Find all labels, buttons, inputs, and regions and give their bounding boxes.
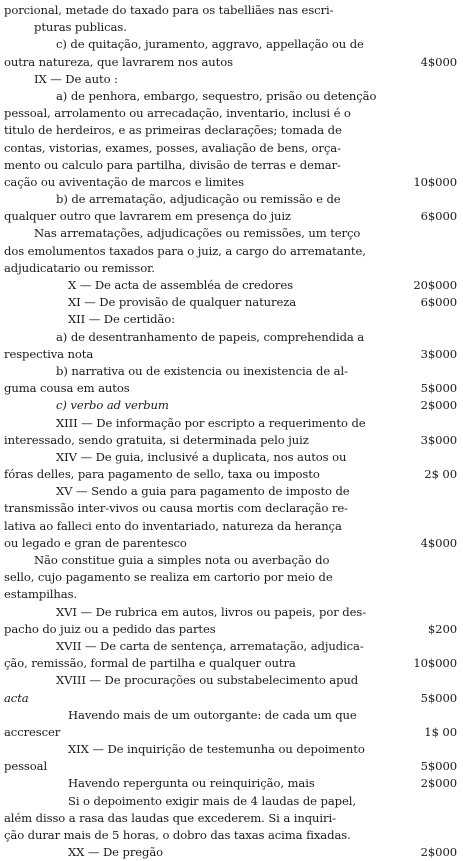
line-text: acta (4, 690, 29, 705)
text-line (4, 397, 457, 414)
text-line (4, 449, 457, 466)
text-line (4, 690, 457, 707)
fee-amount: 4$000 (419, 54, 457, 71)
text-line (4, 122, 457, 139)
line-text: IX — De auto : (34, 71, 118, 86)
text-line (4, 518, 457, 535)
fee-amount: 3$000 (419, 346, 457, 363)
text-line (4, 827, 457, 844)
fee-amount: 2$000 (419, 844, 457, 861)
text-line (4, 655, 457, 672)
line-text: Não constitue guia a simples nota ou averbação do (34, 553, 330, 567)
line-text: dos emolumentos taxados para o juiz, a cargo do arrematante, (4, 243, 366, 258)
text-line (4, 724, 457, 741)
fee-amount: 5$000 (419, 380, 457, 397)
line-text: transmissão inter-vivos ou causa mortis com declaração re- (4, 501, 348, 516)
line-text: ou legado e gran de parentesco (4, 535, 187, 550)
line-text: b) narrativa ou de existencia ou inexistencia de al- (56, 363, 348, 378)
text-line (4, 140, 457, 157)
fee-amount: 2$000 (419, 397, 457, 414)
text-line (4, 758, 457, 775)
fee-amount: $200 (426, 621, 457, 638)
line-text: pessoal (4, 759, 48, 774)
text-line (4, 793, 457, 810)
line-text: Nas arrematações, adjudicações ou remissões, um terço (34, 226, 361, 241)
text-line (4, 707, 457, 724)
text-line (4, 2, 457, 19)
text-line (4, 810, 457, 827)
text-line (4, 346, 457, 363)
fee-amount: 6$000 (419, 294, 457, 311)
text-line (4, 741, 457, 758)
text-line (4, 844, 457, 861)
line-text: cação ou aviventação de marcos e limites (4, 174, 244, 189)
fee-amount: 10$000 (411, 655, 457, 672)
fee-amount: 2$ 00 (422, 466, 457, 483)
line-text: XVIII — De procurações ou substabelecimento apud (56, 673, 359, 688)
text-line (4, 19, 457, 36)
text-line (4, 604, 457, 621)
line-text: respectiva nota (4, 346, 94, 361)
text-line (4, 294, 457, 311)
text-line (4, 466, 457, 483)
fee-amount: 6$000 (419, 208, 457, 225)
line-text: porcional, metade do taxado para os tabelliães nas escri- (4, 3, 334, 17)
line-text: c) de quitação, juramento, aggravo, appellação ou de (56, 37, 364, 52)
text-line (4, 363, 457, 380)
line-text: pturas publicas. (34, 20, 127, 35)
fee-amount: 4$000 (419, 535, 457, 552)
text-line (4, 535, 457, 552)
line-text: estampilhas. (4, 587, 78, 602)
line-text: mento ou calculo para partilha, divisão de terras e demar- (4, 157, 341, 172)
line-text: accrescer (4, 724, 61, 739)
fee-amount: 5$000 (419, 690, 457, 707)
line-text: XVII — De carta de sentença, arrematação, adjudica- (56, 638, 364, 653)
line-text: XIV — De guia, inclusivé a duplicata, nos autos ou (56, 449, 347, 464)
line-text: qualquer outro que lavrarem em presença do juiz (4, 209, 291, 224)
line-text: interessado, sendo gratuita, si determinada pelo juiz (4, 432, 309, 447)
fee-amount: 20$000 (411, 277, 457, 294)
line-text: pacho do juiz ou a pedido das partes (4, 621, 216, 636)
line-text: b) de arrematação, adjudicação ou remissão e de (56, 192, 341, 207)
line-text: c) verbo ad verbum (56, 398, 169, 413)
text-line (4, 311, 457, 328)
line-text: XIX — De inquirição de testemunha ou depoimento (68, 742, 365, 757)
line-text: Havendo mais de um outorgante: de cada um que (68, 707, 357, 722)
line-text: titulo de herdeiros, e as primeiras declarações; tomada de (4, 123, 342, 138)
text-line (4, 71, 457, 88)
line-text: a) de desentranhamento de papeis, comprehendida a (56, 329, 365, 344)
text-line (4, 36, 457, 53)
line-text: lativa ao falleci ento do inventariado, natureza da herança (4, 518, 342, 533)
fee-amount: 5$000 (419, 758, 457, 775)
text-line (4, 88, 457, 105)
text-line (4, 775, 457, 792)
fee-amount: 10$000 (411, 174, 457, 191)
text-line (4, 54, 457, 71)
line-text: fóras delles, para pagamento de sello, taxa ou imposto (4, 467, 320, 482)
line-text: ção, remissão, formal de partilha e qualquer outra (4, 656, 296, 671)
text-line (4, 672, 457, 689)
text-line (4, 105, 457, 122)
text-line (4, 157, 457, 174)
line-text: Si o depoimento exigir mais de 4 laudas de papel, (68, 793, 356, 808)
text-line (4, 174, 457, 191)
text-line (4, 225, 457, 242)
line-text: contas, vistorias, exames, posses, avaliação de bens, orça- (4, 140, 341, 155)
line-text: Havendo repergunta ou reinquirição, mais (68, 776, 315, 791)
text-line (4, 569, 457, 586)
text-line (4, 586, 457, 603)
line-text: X — De acta de assembléa de credores (68, 278, 293, 292)
line-text: a) de penhora, embargo, sequestro, prisão ou detenção (56, 88, 377, 103)
fee-amount: 2$000 (419, 775, 457, 792)
text-line (4, 483, 457, 500)
text-line (4, 277, 457, 294)
text-line (4, 191, 457, 208)
text-line (4, 621, 457, 638)
line-text: XX — De pregão (68, 845, 164, 860)
text-line (4, 500, 457, 517)
text-line (4, 432, 457, 449)
text-line (4, 243, 457, 260)
line-text: XII — De certidão: (68, 312, 175, 327)
fee-amount: 1$ 00 (422, 724, 457, 741)
text-line (4, 638, 457, 655)
line-text: guma cousa em autos (4, 381, 130, 396)
line-text: pessoal, arrolamento ou arrecadação, inventario, inclusi é o (4, 106, 351, 121)
line-text: adjudicatario ou remissor. (4, 260, 155, 275)
text-line (4, 415, 457, 432)
line-text: XVI — De rubrica em autos, livros ou papeis, por des- (56, 604, 367, 619)
line-text: ção durar mais de 5 horas, o dobro das taxas acima fixadas. (4, 828, 351, 842)
text-line (4, 208, 457, 225)
line-text: outra natureza, que lavrarem nos autos (4, 54, 233, 69)
text-line (4, 260, 457, 277)
line-text: XI — De provisão de qualquer natureza (68, 295, 297, 310)
text-line (4, 329, 457, 346)
line-text: XIII — De informação por escripto a requerimento de (56, 415, 366, 430)
text-line (4, 552, 457, 569)
line-text: sello, cujo pagamento se realiza em cartorio por meio de (4, 570, 333, 585)
fee-amount: 3$000 (419, 432, 457, 449)
text-line (4, 380, 457, 397)
line-text: além disso a rasa das laudas que excederem. Si a inquiri- (4, 810, 336, 825)
line-text: XV — Sendo a guia para pagamento de imposto de (56, 484, 350, 499)
